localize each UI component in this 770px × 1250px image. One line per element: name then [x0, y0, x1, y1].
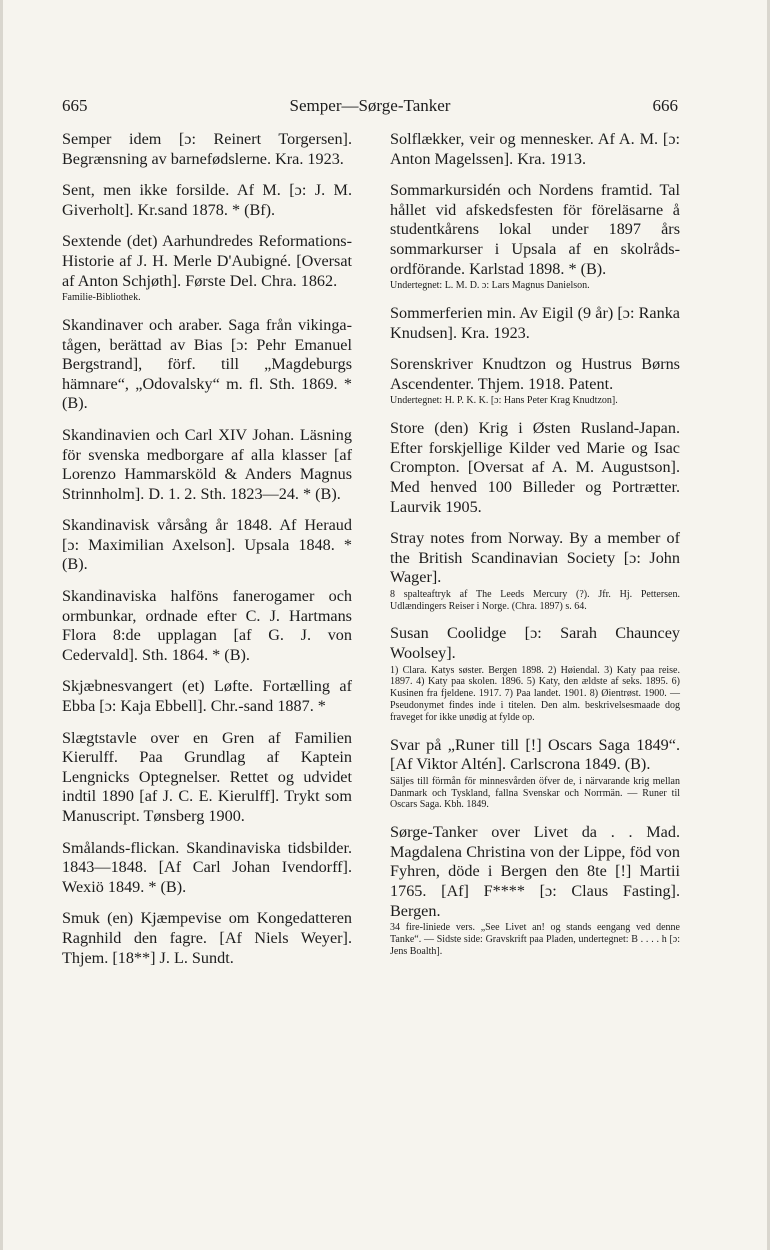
entry-note: 1) Clara. Katys søster. Bergen 1898. 2) Høiendal. 3) Katy paa reise. 1897. 4) Katy paa skolen. 1896. 5) Katy, den ældste af seks. 1895. 6) Kusinen fra fjeldene. 1917. 7) Paa landet. 1901. 8) Øientrøst. 1900. — Pseudonymet findes inde i titelen. Den alm. beskrivelsesmaade dog fraveget for ikke unødig at fylde op.	[390, 664, 680, 723]
entry-note: Undertegnet: H. P. K. K. [ɔ: Hans Peter Krag Knudtzon].	[390, 395, 618, 407]
entry: Skandinavisk vårsång år 1848. Af Heraud [ɔ: Maximilian Axelson]. Upsala 1848. * (B).	[62, 516, 352, 574]
page-header	[62, 96, 678, 118]
entry: Skandinavien och Carl XIV Johan. Läsning för svenska medborgare af alla klasser [af Lorenzo Hammarsköld & Anders Magnus Strinnholm]. D. 1. 2. Sth. 1823—24. * (B).	[62, 425, 352, 503]
entry: Stray notes from Norway. By a member of the British Scandinavian Society [ɔ: John Wager]. 8 spalteaftryk af The Leeds Mercury (?). Jfr. Hj. Pettersen. Udlændingers Reiser i Norge. (Chra. 1897) s. 64.	[390, 529, 680, 612]
entry: Slægtstavle over en Gren af Familien Kierulff. Paa Grundlag af Kaptein Lengnicks Optegnelser. Rettet og udvidet indtil 1890 [af J. C. E. Kierulff]. Trykt som Manuscript. Tønsberg 1900.	[62, 728, 352, 826]
entry: Skjæbnesvangert (et) Løfte. Fortælling af Ebba [ɔ: Kaja Ebbell]. Chr.-sand 1887. *	[62, 677, 352, 716]
entry: Solflækker, veir og mennesker. Af A. M. [ɔ: Anton Magelssen]. Kra. 1913.	[390, 130, 680, 168]
entry: Skandinaver och araber. Saga från vikinga-tågen, berättad av Bias [ɔ: Pehr Emanuel Bergstrand], förf. till „Magdeburgs hämnare“, „Odovalsky“ m. fl. Sth. 1869. * (B).	[62, 315, 352, 413]
entry-note: Säljes till förmån för minnesvården öfver de, i närvarande krig mellan Danmark och Tyskland, fallna Svenskar och Norrmän. — Runer til Oscars Saga. Kbh. 1849.	[390, 775, 680, 811]
right-column	[390, 130, 680, 970]
entry: Sorenskriver Knudtzon og Hustrus Børns Ascendenter. Thjem. 1918. Patent. Undertegnet: H. P. K. K. [ɔ: Hans Peter Krag Knudtzon].	[390, 355, 680, 407]
right-page-number: 666	[652, 96, 678, 115]
left-page-number: 665	[62, 96, 88, 115]
entry: Store (den) Krig i Østen Rusland-Japan. Efter forskjellige Kilder ved Marie og Isac Crompton. [Oversat af A. M. Augustson]. Med henved 100 Billeder og Portrætter. Laurvik 1905.	[390, 419, 680, 516]
entry: Semper idem [ɔ: Reinert Torgersen]. Begrænsning av barnefødslerne. Kra. 1923.	[62, 130, 352, 168]
entry: Smuk (en) Kjæmpevise om Kongedatteren Ragnhild den fagre. [Af Niels Weyer]. Thjem. [18**] J. L. Sundt.	[62, 909, 352, 967]
entry-note: 8 spalteaftryk af The Leeds Mercury (?). Jfr. Hj. Pettersen. Udlændingers Reiser i Norge. (Chra. 1897) s. 64.	[390, 588, 680, 612]
entry: Svar på „Runer till [!] Oscars Saga 1849“. [Af Viktor Altén]. Carlscrona 1849. (B). Säljes till förmån för minnesvården öfver de, i närvarande krig mellan Danmark och Tyskland, fallna Svenskar och Norrmän. — Runer til Oscars Saga. Kbh. 1849.	[390, 735, 680, 811]
left-column	[62, 130, 352, 980]
entry: Sørge-Tanker over Livet da . . Mad. Magdalena Christina von der Lippe, föd von Fyhren, döde i Bergen den 8te [!] Martii 1765. [Af] F**** [ɔ: Claus Fasting]. Bergen. 34 fire-liniede vers. „See Livet an! og stands eengang ved denne Tanke“. — Sidste side: Gravskrift paa Pladen, undertegnet: B . . . . h [ɔ: Jens Boalth].	[390, 823, 680, 957]
entry-note: Undertegnet: L. M. D. ɔ: Lars Magnus Danielson.	[390, 280, 590, 292]
running-title: Semper—Sørge-Tanker	[289, 96, 451, 115]
entry: Skandinaviska halföns fanerogamer och ormbunkar, ordnade efter C. J. Hartmans Flora 8:de upplagan [af G. J. von Cedervald]. Sth. 1864. * (B).	[62, 587, 352, 664]
entry-note: 34 fire-liniede vers. „See Livet an! og stands eengang ved denne Tanke“. — Sidste side: Gravskrift paa Pladen, undertegnet: B . . . . h [ɔ: Jens Boalth].	[390, 922, 680, 957]
entry: Sommarkursidén och Nordens framtid. Tal hållet vid afskedsfesten för föreläsarne å studentkårens lokal under 1897 års sommarkurser i Upsala af en skolråds-ordförande. Karlstad 1898. * (B). Undertegnet: L. M. D. ɔ: Lars Magnus Danielson.	[390, 181, 680, 292]
entry-note: Familie-Bibliothek.	[62, 292, 141, 304]
entry: Susan Coolidge [ɔ: Sarah Chauncey Woolsey]. 1) Clara. Katys søster. Bergen 1898. 2) Høiendal. 3) Katy paa reise. 1897. 4) Katy paa skolen. 1896. 5) Katy, den ældste af seks. 1895. 6) Kusinen fra fjeldene. 1917. 7) Paa landet. 1901. 8) Øientrøst. 1900. — Pseudonymet findes inde i titelen. Den alm. beskrivelsesmaade dog fraveget for ikke unødig at fylde op.	[390, 624, 680, 723]
entry: Sent, men ikke forsilde. Af M. [ɔ: J. M. Giverholt]. Kr.sand 1878. * (Bf).	[62, 181, 352, 219]
entry: Sommerferien min. Av Eigil (9 år) [ɔ: Ranka Knudsen]. Kra. 1923.	[390, 303, 680, 342]
entry: Sextende (det) Aarhundredes Reformations-Historie af J. H. Merle D'Aubigné. [Oversat af Anton Schjøth]. Første Del. Chra. 1862. Familie-Bibliothek.	[62, 232, 352, 304]
entry: Smålands-flickan. Skandinaviska tidsbilder. 1843—1848. [Af Carl Johan Ivendorff]. Wexiö 1849. * (B).	[62, 838, 352, 896]
